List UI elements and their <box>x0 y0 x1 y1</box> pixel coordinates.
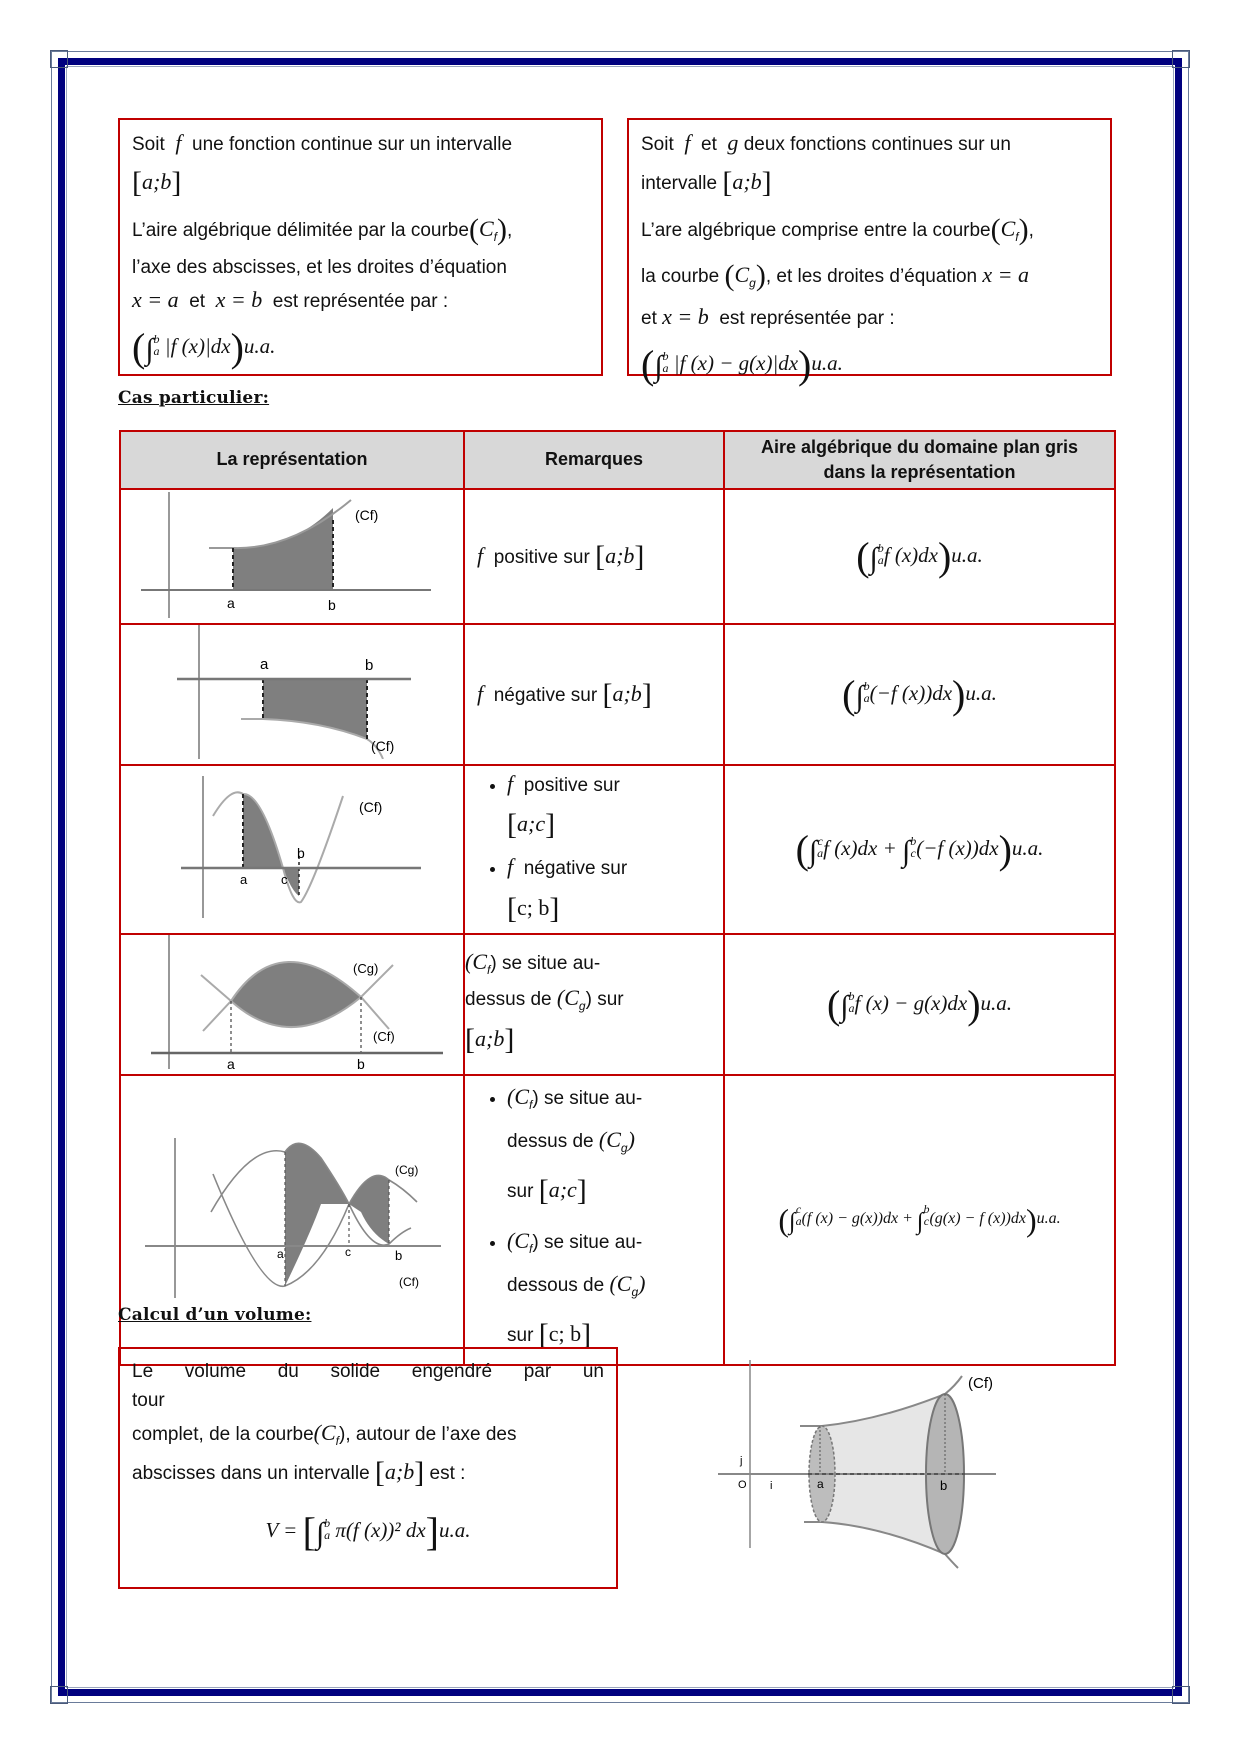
table-row <box>120 624 1115 765</box>
svg-text:(Cf): (Cf) <box>968 1375 993 1392</box>
table-row <box>120 934 1115 1075</box>
formula-cell: (∫ b a f (x) − g(x)dx)u.a. <box>724 934 1115 1075</box>
svg-text:O: O <box>738 1479 747 1491</box>
header-remarks: Remarques <box>464 431 724 489</box>
figure-cell <box>120 489 464 624</box>
svg-text:i: i <box>770 1480 773 1492</box>
corner-ornament-bl <box>50 1686 68 1704</box>
svg-text:a: a <box>817 1477 824 1491</box>
definition-box-area: Soit f une fonction continue sur un intervalle [a;b] L’aire algébrique délimitée par la $courbe(C_f)$, l’axe des abscisses, et les droites d’équation x = a et x = b est représentée par : (∫ b a |f (x)|dx)u.a. <box>118 118 603 376</box>
header-area: Aire algébrique du domaine plan gris dans la représentation <box>724 431 1115 489</box>
table-row <box>120 489 1115 624</box>
special-cases-table <box>119 430 1116 1366</box>
formula-cell: (∫ b a f (x)dx)u.a. <box>724 489 1115 624</box>
remark-cell <box>464 765 724 934</box>
area-formula-abs: (∫ b a |f (x)|dx)u.a. <box>132 324 276 370</box>
svg-text:(Cf): (Cf) <box>373 1028 395 1044</box>
svg-text:b: b <box>328 597 336 613</box>
svg-text:a: a <box>260 656 269 673</box>
area-formula-between: (∫ b a |f (x) − g(x)|dx)u.a. <box>641 341 843 387</box>
svg-text:c: c <box>281 871 288 887</box>
svg-text:j: j <box>740 1455 743 1467</box>
svg-text:c: c <box>345 1244 351 1259</box>
remark-cell <box>464 1075 724 1366</box>
svg-text:b: b <box>395 1247 403 1263</box>
remark-cell: f négative sur [a;b] <box>464 624 724 765</box>
volume-definition-box: Le volume du solide engendré par un tour complet, de la $courbe(C_f)$, autour de l’axe des abscisses dans un intervalle [a;b] est : V = [∫ b a π(f (x))² dx]u.a. <box>118 1347 618 1589</box>
svg-text:(Cg): (Cg) <box>395 1162 419 1177</box>
figure-cell <box>120 624 464 765</box>
section-heading-special-cases: Cas particulier: <box>118 388 270 408</box>
remark-cell: $(C_f)$ se situe au- dessus de $(C_g)$ sur [a;b] <box>464 934 724 1075</box>
svg-text:a: a <box>277 1246 284 1261</box>
svg-text:b: b <box>357 1055 365 1069</box>
svg-text:(Cg): (Cg) <box>353 960 379 976</box>
svg-text:a: a <box>240 871 248 887</box>
svg-text:a: a <box>227 595 235 611</box>
corner-ornament-br <box>1172 1686 1190 1704</box>
remark-list: • f positive sur [a;c] • f négative sur [c; b] <box>465 766 723 933</box>
graph-two-curves <box>121 935 463 1069</box>
table-header-row <box>120 431 1115 489</box>
svg-text:a: a <box>227 1055 235 1069</box>
svg-text:(Cf): (Cf) <box>399 1274 419 1289</box>
section-heading-volume: Calcul d’un volume: <box>118 1305 312 1325</box>
svg-text:(Cf): (Cf) <box>371 738 395 754</box>
solid-of-revolution-figure <box>700 1340 1020 1580</box>
table-row <box>120 765 1115 934</box>
graph-crossing-curves <box>121 1102 463 1334</box>
figure-cell <box>120 765 464 934</box>
svg-text:(Cf): (Cf) <box>359 798 383 815</box>
formula-cell: (∫ b a (−f (x))dx)u.a. <box>724 624 1115 765</box>
svg-text:b: b <box>940 1478 948 1493</box>
corner-ornament-tl <box>50 50 68 68</box>
remark-cell: f positive sur [a;b] <box>464 489 724 624</box>
formula-cell: (∫ c a f (x)dx + ∫ b c (−f (x))dx)u.a. <box>724 765 1115 934</box>
svg-text:(Cf): (Cf) <box>355 507 379 523</box>
volume-formula: V = [∫ b a π(f (x))² dx]u.a. <box>265 1508 471 1554</box>
graph-sign-change <box>121 776 463 918</box>
svg-text:b: b <box>365 657 374 674</box>
graph-positive-function <box>121 490 463 618</box>
axis-text: l’axe des abscisses, et les droites d’équation <box>132 257 507 279</box>
graph-negative-function <box>121 625 463 759</box>
formula-cell: (∫ c a (f (x) − g(x))dx + ∫ b c (g(x) − f (x))dx)u.a. <box>724 1075 1115 1366</box>
remark-list: • $(C_f)$ se situe au- dessus de $(C_g)$ sur [a;c] • $(C_f)$ se situe au- dessous de $(C_g)$ sur [c; b] <box>465 1076 723 1365</box>
header-representation: La représentation <box>120 431 464 489</box>
svg-text:b: b <box>297 844 305 861</box>
definition-box-between-curves: Soit f et g deux fonctions continues sur un intervalle [a;b] L’are algébrique comprise entre la $courbe(C_f)$, la courbe $(C_g)$, et les droites d’équation x = a et x = b est représentée par : (∫ b a |f (x) − g(x)|dx)u.a. <box>627 118 1112 376</box>
corner-ornament-tr <box>1172 50 1190 68</box>
figure-cell <box>120 934 464 1075</box>
